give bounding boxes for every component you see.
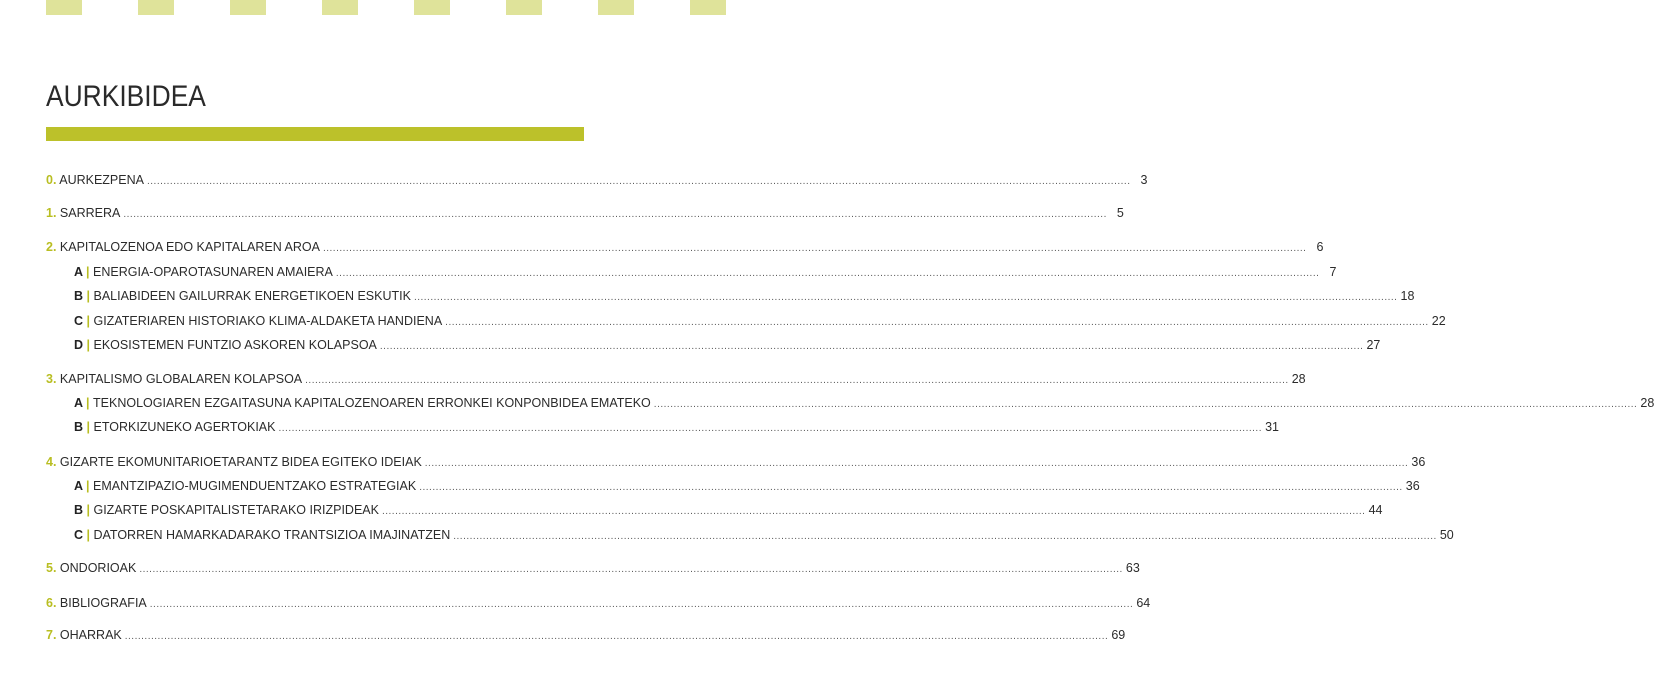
toc-leader-dots: ............................................................................................................................................................................................................................................................................................................ <box>445 317 1429 328</box>
toc-chapter-number: 3. <box>46 372 57 386</box>
top-tab <box>414 0 450 15</box>
toc-page-number: 7 <box>1329 265 1337 279</box>
toc-separator: | <box>82 265 94 279</box>
toc-entry[interactable] <box>74 395 1654 413</box>
toc-entry[interactable] <box>46 205 1124 223</box>
top-tab <box>598 0 634 15</box>
toc-page-number: 31 <box>1265 420 1279 434</box>
toc-section-letter: C <box>74 528 84 542</box>
toc-section-letter: D <box>74 338 84 352</box>
toc-leader-dots: ............................................................................................................................................................................................................................................................................................................ <box>124 631 1109 642</box>
toc-entry-label <box>46 205 120 221</box>
toc-chapter-number: 2. <box>46 240 57 254</box>
toc-page-number: 50 <box>1439 528 1454 542</box>
toc-entry-label <box>46 371 302 387</box>
toc-page-number: 5 <box>1116 206 1124 220</box>
toc-separator: | <box>82 479 94 493</box>
toc-entry-text: BALIABIDEEN GAILURRAK ENERGETIKOEN ESKUTIK <box>93 289 411 303</box>
toc-entry-label <box>74 288 411 304</box>
toc-entry-text: AURKEZPENA <box>59 173 144 187</box>
top-tab <box>690 0 726 15</box>
toc-page-number: 64 <box>1136 596 1151 610</box>
toc-leader-dots: ............................................................................................................................................................................................................................................................................................................ <box>322 243 1307 254</box>
toc-page-number: 44 <box>1368 503 1383 517</box>
toc-entry-text: ETORKIZUNEKO AGERTOKIAK <box>93 420 276 434</box>
toc-entry-text: BIBLIOGRAFIA <box>59 596 147 610</box>
toc-entry-label <box>74 313 442 329</box>
toc-chapter-number: 6. <box>46 596 57 610</box>
toc-leader-dots: ............................................................................................................................................................................................................................................................................................................ <box>381 506 1366 517</box>
toc-leader-dots: ............................................................................................................................................................................................................................................................................................................ <box>123 209 1107 220</box>
toc-entry-label <box>74 264 333 280</box>
toc-entry-text: TEKNOLOGIAREN EZGAITASUNA KAPITALOZENOAREN ERRONKEI KONPONBIDEA EMATEKO <box>93 396 651 410</box>
toc-leader-dots: ............................................................................................................................................................................................................................................................................................................ <box>335 268 1320 279</box>
toc-page-number: 28 <box>1640 396 1654 410</box>
toc-entry-text: KAPITALOZENOA EDO KAPITALAREN AROA <box>59 240 320 254</box>
toc-entry-text: EKOSISTEMEN FUNTZIO ASKOREN KOLAPSOA <box>93 338 377 352</box>
toc-entry-text: GIZARTE EKOMUNITARIOETARANTZ BIDEA EGITEKO IDEIAK <box>59 455 422 469</box>
toc-leader-dots: ............................................................................................................................................................................................................................................................................................................ <box>149 599 1134 610</box>
toc-page-number: 63 <box>1125 561 1140 575</box>
top-tab <box>506 0 542 15</box>
toc-entry[interactable] <box>46 371 1306 389</box>
toc-separator: | <box>83 420 94 434</box>
toc-separator: | <box>83 338 94 352</box>
toc-chapter-number: 7. <box>46 628 57 642</box>
toc-entry[interactable] <box>46 627 1126 645</box>
page-title: AURKIBIDEA <box>46 80 206 113</box>
toc-entry-text: EMANTZIPAZIO-MUGIMENDUENTZAKO ESTRATEGIAK <box>93 479 417 493</box>
toc-separator: | <box>82 396 94 410</box>
toc-entry[interactable] <box>74 337 1381 355</box>
toc-entry[interactable] <box>46 595 1151 613</box>
toc-entry-label <box>46 239 320 255</box>
toc-entry[interactable] <box>74 478 1420 496</box>
title-underline-bar <box>46 127 584 141</box>
toc-leader-dots: ............................................................................................................................................................................................................................................................................................................ <box>424 458 1409 469</box>
toc-section-letter: B <box>74 503 84 517</box>
top-tab <box>230 0 266 15</box>
toc-page-number: 69 <box>1111 628 1126 642</box>
toc-entry[interactable] <box>74 313 1446 331</box>
top-tab <box>138 0 174 15</box>
toc-entry-label <box>46 172 144 188</box>
toc-page-number: 6 <box>1316 240 1324 254</box>
toc-section-letter: A <box>74 265 83 279</box>
toc-entry-text: GIZARTE POSKAPITALISTETARAKO IRIZPIDEAK <box>93 503 379 517</box>
toc-leader-dots: ............................................................................................................................................................................................................................................................................................................ <box>453 531 1437 542</box>
toc-section-letter: A <box>74 396 83 410</box>
toc-leader-dots: ............................................................................................................................................................................................................................................................................................................ <box>653 399 1638 410</box>
toc-leader-dots: ............................................................................................................................................................................................................................................................................................................ <box>146 176 1131 187</box>
toc-entry-text: OHARRAK <box>59 628 122 642</box>
toc-chapter-number: 0. <box>46 173 57 187</box>
toc-entry[interactable] <box>46 172 1148 190</box>
toc-entry[interactable] <box>46 560 1140 578</box>
toc-entry-label <box>74 419 275 435</box>
toc-entry[interactable] <box>46 239 1324 257</box>
toc-separator: | <box>83 314 94 328</box>
toc-entry[interactable] <box>74 527 1454 545</box>
toc-entry-label <box>74 502 379 518</box>
toc-leader-dots: ............................................................................................................................................................................................................................................................................................................ <box>305 375 1289 386</box>
toc-entry-label <box>74 527 450 543</box>
toc-entry-text: KAPITALISMO GLOBALAREN KOLAPSOA <box>59 372 303 386</box>
toc-section-letter: C <box>74 314 84 328</box>
toc-entry-label <box>46 627 122 643</box>
toc-section-letter: B <box>74 420 84 434</box>
toc-entry[interactable] <box>74 419 1279 437</box>
toc-leader-dots: ............................................................................................................................................................................................................................................................................................................ <box>379 341 1364 352</box>
toc-page-number: 18 <box>1400 289 1415 303</box>
toc-entry-label <box>46 595 147 611</box>
toc-chapter-number: 5. <box>46 561 57 575</box>
top-tab <box>322 0 358 15</box>
toc-section-letter: A <box>74 479 83 493</box>
toc-entry[interactable] <box>46 454 1426 472</box>
toc-entry-label <box>74 395 651 411</box>
toc-entry-label <box>46 560 136 576</box>
toc-entry-text: ONDORIOAK <box>59 561 137 575</box>
top-tab <box>46 0 82 15</box>
toc-entry-text: DATORREN HAMARKADARAKO TRANTSIZIOA IMAJINATZEN <box>93 528 451 542</box>
toc-separator: | <box>83 503 94 517</box>
toc-leader-dots: ............................................................................................................................................................................................................................................................................................................ <box>413 292 1398 303</box>
toc-page-number: 36 <box>1411 455 1426 469</box>
toc-entry[interactable] <box>74 502 1383 520</box>
toc-entry-text: ENERGIA-OPAROTASUNAREN AMAIERA <box>93 265 333 279</box>
toc-entry-text: GIZATERIAREN HISTORIAKO KLIMA-ALDAKETA HANDIENA <box>93 314 443 328</box>
toc-leader-dots: ............................................................................................................................................................................................................................................................................................................ <box>278 423 1262 434</box>
toc-separator: | <box>83 528 94 542</box>
toc-section-letter: B <box>74 289 84 303</box>
toc-chapter-number: 1. <box>46 206 57 220</box>
toc-entry[interactable] <box>74 264 1337 282</box>
toc-entry-label <box>46 454 422 470</box>
toc-page-number: 36 <box>1405 479 1420 493</box>
toc-entry-label <box>74 478 416 494</box>
toc-page-number: 27 <box>1366 338 1381 352</box>
toc-entry-text: SARRERA <box>59 206 121 220</box>
toc-page-number: 22 <box>1431 314 1446 328</box>
toc-leader-dots: ............................................................................................................................................................................................................................................................................................................ <box>419 482 1403 493</box>
toc-page-number: 28 <box>1291 372 1306 386</box>
toc-page-number: 3 <box>1140 173 1148 187</box>
toc-entry[interactable] <box>74 288 1415 306</box>
toc-entry-label <box>74 337 377 353</box>
toc-leader-dots: ............................................................................................................................................................................................................................................................................................................ <box>139 564 1123 575</box>
toc-chapter-number: 4. <box>46 455 57 469</box>
toc-separator: | <box>83 289 94 303</box>
